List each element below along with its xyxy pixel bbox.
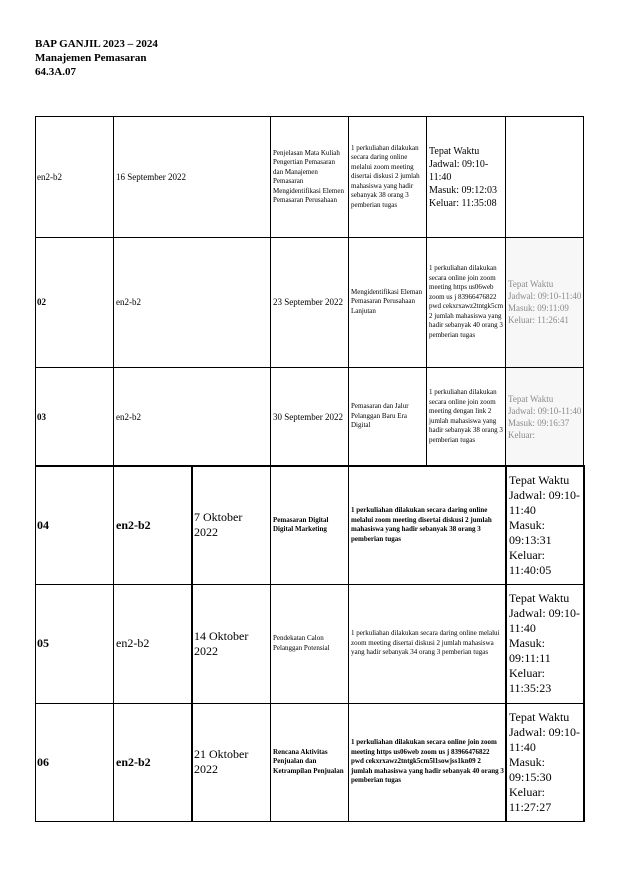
header-course: Manajemen Pemasaran [35,52,147,64]
cell-no: 04 [37,517,49,532]
cell-keterangan: 1 perkuliahan dilakukan secara online join zoom meeting https us06web zoom us j 83966476822 pwd cekxrxawz2tntgk5cm5l1sowjss1kn09 2 jumlah mahasiswa yang hadir sebanyak 40 orang 3 pemberian tugas [351,738,504,785]
header-class-code: 64.3A.07 [35,66,76,78]
status-jadwal: Jadwal: 09:10-11:40 [509,724,580,754]
status-keluar: Keluar: 11:40:05 [509,547,552,577]
cell-keterangan: 1 perkuliahan dilakukan secara online join zoom meeting https us06web zoom us j 83966476822 pwd cekxrxawz2tntgk5cm 2 jumlah mahasiswa yang hadir sebanyak 40 orang 3 pemberian tugas [429,264,504,339]
table-row [35,466,585,584]
cell-tanggal: 30 September 2022 [273,411,343,422]
status-jadwal: Jadwal: 09:10-11:40 [509,487,580,517]
table-row [35,367,585,466]
column-divider [505,116,506,466]
cell-materi: Rencana Aktivitas Penjualan dan Ketrampilan Penjualan [273,747,344,775]
cell-tanggal: 21 Oktober 2022 [194,747,249,776]
cell-tanggal: 23 September 2022 [273,297,343,307]
cell-status [506,367,584,466]
cell-status [507,466,585,584]
cell-kelas: en2-b2 [116,636,150,650]
cell-no: 02 [37,297,46,307]
cell-keterangan: 1 perkuliahan dilakukan secara daring online melalui zoom meeting disertai diskusi 2 jumlah mahasiswa yang hadir sebanyak 38 orang 3 pemberian tugas [351,143,420,209]
cell-keterangan: 1 perkuliahan dilakukan secara daring online melalui zoom meeting disertai diskusi 2 jumlah mahasiswa yang hadir sebanyak 34 orang 3 pemberian tugas [351,629,500,657]
header-title: BAP GANJIL 2023 – 2024 [35,38,158,50]
cell-materi: Mengidentifikasi Eleman Pemasaran Perusahaan Lanjutan [351,287,422,315]
status-masuk: Masuk: 09:13:31 [509,517,552,547]
column-divider [35,466,36,822]
cell-keterangan: 1 perkuliahan dilakukan secara daring online melalui zoom meeting disertai diskusi 2 jumlah mahasiswa yang hadir sebanyak 38 orang 3 pemberian tugas [351,506,492,543]
column-divider [348,466,349,822]
status-jadwal: Jadwal: 09:10-11:40 [429,158,489,183]
status-keluar: Keluar: 11:26:41 [508,315,569,325]
cell-materi: Penjelasan Mata Kuliah Pengertian Pemasaran dan Manajemen Pemasaran Mengidentifikasi Elemen Pemasaran Perusahaan [273,148,344,204]
cell-materi: Pendekatan Calon Pelanggan Potensial [273,634,330,652]
cell-kelas: en2-b2 [116,411,141,422]
cell-kelas: en2-b2 [116,297,141,307]
status-label: Tepat Waktu [429,145,480,157]
row-divider [35,116,584,117]
row-divider [35,821,585,822]
cell-status [507,584,585,703]
cell-tanggal: 7 Oktober 2022 [194,510,243,539]
table-row [35,237,585,367]
status-label: Tepat Waktu [508,279,554,289]
status-label: Tepat Waktu [508,393,554,404]
column-divider [583,116,584,466]
row-divider [35,367,584,368]
row-divider [35,584,585,585]
cell-kelas: en2-b2 [116,754,151,769]
cell-no: 06 [37,754,49,769]
status-keluar: Keluar: 11:27:27 [509,784,552,814]
cell-materi: Pemasaran Digital Digital Marketing [273,515,329,533]
column-divider [113,466,114,822]
table-row [35,117,585,237]
cell-tanggal: 14 Oktober 2022 [194,628,249,658]
status-jadwal: Jadwal: 09:10-11:40 [508,291,582,301]
column-divider [35,116,36,466]
status-keluar: Keluar: 11:35:08 [429,197,497,209]
column-divider [113,116,114,466]
cell-no: 03 [37,411,46,422]
column-divider [505,466,507,822]
column-divider [270,116,271,466]
status-label: Tepat Waktu [509,709,570,724]
status-masuk: Masuk: 09:12:03 [429,184,498,196]
status-masuk: Masuk: 09:15:30 [509,754,552,784]
cell-no: 05 [37,636,49,650]
table-row [35,584,585,703]
cell-tanggal: 16 September 2022 [116,172,186,182]
status-keluar: Keluar: [508,429,535,440]
status-masuk: Masuk: 09:11:09 [508,303,569,313]
cell-status [506,237,584,367]
cell-materi: Pemasaran dan Jalur Pelanggan Baru Era Digital [351,402,409,430]
cell-status [427,117,506,237]
document-header [35,37,158,79]
row-divider [35,703,585,704]
row-divider [35,465,585,467]
status-label: Tepat Waktu [509,591,570,605]
column-divider [270,466,271,822]
status-masuk: Masuk: 09:16:37 [508,417,570,428]
cell-kelas: en2-b2 [116,517,151,532]
cell-keterangan: 1 perkuliahan dilakukan secara online join zoom meeting dengan link 2 jumlah mahasiswa yang hadir sebanyak 38 orang 3 pemberian tugas [429,388,503,444]
status-masuk: Masuk: 09:11:11 [509,636,551,665]
status-jadwal: Jadwal: 09:10-11:40 [508,405,582,416]
column-divider [348,116,349,466]
status-keluar: Keluar: 11:35:23 [509,666,552,695]
status-label: Tepat Waktu [509,472,570,487]
row-divider [35,237,584,238]
cell-kelas: en2-b2 [37,172,62,182]
cell-status [507,703,585,821]
column-divider [426,116,427,466]
table-row [35,703,585,821]
status-jadwal: Jadwal: 09:10-11:40 [509,606,580,635]
column-divider [191,466,193,822]
column-divider [583,466,585,822]
